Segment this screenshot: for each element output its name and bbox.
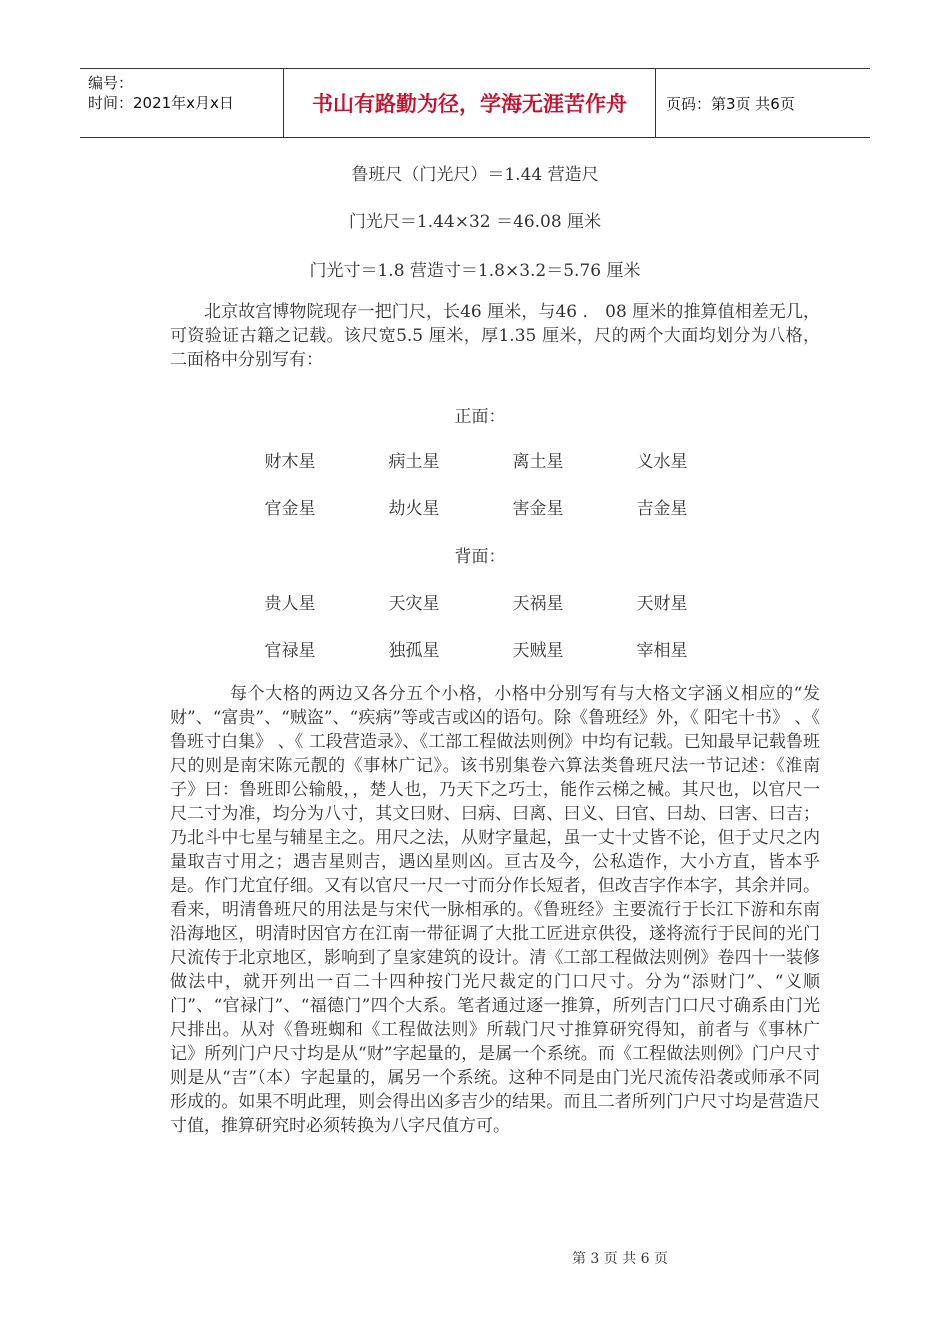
header-meta [80, 69, 284, 137]
star-cell: 天祸星 [512, 594, 564, 614]
front-row-1 [228, 447, 724, 472]
star-cell: 病土星 [388, 452, 440, 472]
header-motto: 书山有路勤为径，学海无涯苦作舟 [284, 69, 656, 137]
front-label: 正面： [454, 407, 506, 427]
intro-paragraph: 北京故宫博物院现存一把门尺，长46 厘米，与46 ． 08 厘米的推算值相差无几，可资验证古籍之记载。该尺宽5.5 厘米，厚1.35 厘米，尺的两个大面均划分为八格，二面格中分别写有： [170, 302, 820, 370]
star-cell: 天贼星 [512, 641, 564, 661]
formula-1: 鲁班尺（门光尺）＝1.44 营造尺 [351, 165, 599, 185]
star-cell: 官禄星 [264, 641, 316, 661]
number-label: 编号： [88, 74, 134, 92]
time-label: 时间：2021年x月x日 [88, 94, 234, 112]
header-page-label: 页码：第3页 共6页 [666, 94, 795, 113]
star-cell: 独孤星 [388, 641, 440, 661]
back-row-1 [228, 589, 724, 614]
star-cell: 官金星 [264, 499, 316, 519]
star-cell: 天财星 [636, 594, 688, 614]
page-header [80, 68, 870, 138]
star-cell: 宰相星 [636, 641, 688, 661]
main-paragraph: 每个大格的两边又各分五个小格，小格中分别写有与大格文字涵义相应的“发财”、“富贵”、“贼盗”、“疾病”等或吉或凶的语句。除《鲁班经》外，《 阳宅十书》 、《 鲁班寸白集》 、《 工段营造录》、《工部工程做法则例》中均有记载。已知最早记载鲁班尺的则是南宋陈元靓的《事林广记》。该书别集卷六算法类鲁班尺法一节记述：《淮南子》曰：鲁班即公输般，，楚人也，乃天下之巧士，能作云梯之械。其尺也，以官尺一尺二寸为准，均分为八寸，其文曰财、曰病、曰离、曰义、曰官、曰劫、曰害、曰吉；乃北斗中七星与辅星主之。用尺之法，从财字量起，虽一丈十丈皆不论，但于丈尺之内量取吉寸用之；遇吉星则吉，遇凶星则凶。亘古及今，公私造作，大小方直，皆本乎是。作门尤宜仔细。又有以官尺一尺一寸而分作长短者，但改吉字作本字，其余并同。看来，明清鲁班尺的用法是与宋代一脉相承的。《鲁班经》主要流行于长江下游和东南沿海地区，明清时因官方在江南一带征调了大批工匠进京供役，遂将流行于民间的光门尺流传于北京地区，影响到了皇家建筑的设计。清《工部工程做法则例》卷四十一装修做法中，就开列出一百二十四种按门光尺裁定的门口尺寸。分为“添财门”、“义顺门”、“官禄门”、“福德门”四个大系。笔者通过逐一推算，所列吉门口尺寸确系由门光尺排出。从对《鲁班蜘和《工程做法则》所载门尺寸推算研究得知，前者与《事林广记》所列门户尺寸均是从“财”字起量的，是属一个系统。而《工程做法则例》门户尺寸则是从“吉”（本）字起量的，属另一个系统。这种不同是由门光尺流传沿袭或师承不同形成的。如果不明此理，则会得出凶多吉少的结果。而且二者所列门户尺寸均是营造尺寸值，推算研究时必须转换为八字尺值方可。 [170, 684, 820, 1136]
back-label: 背面： [454, 547, 506, 567]
star-cell: 天灾星 [388, 594, 440, 614]
back-row-2 [228, 636, 724, 661]
star-cell: 义水星 [636, 452, 688, 472]
star-cell: 害金星 [512, 499, 564, 519]
star-cell: 贵人星 [264, 594, 316, 614]
star-cell: 吉金星 [636, 499, 688, 519]
star-cell: 离土星 [512, 452, 564, 472]
page-footer: 第 3 页 共 6 页 [571, 1251, 669, 1267]
star-cell: 财木星 [264, 452, 316, 472]
formula-2: 门光尺＝1.44×32 ＝46.08 厘米 [348, 212, 602, 232]
formula-3: 门光寸＝1.8 营造寸＝1.8×3.2＝5.76 厘米 [309, 261, 641, 281]
front-row-2 [228, 494, 724, 519]
star-cell: 劫火星 [388, 499, 440, 519]
